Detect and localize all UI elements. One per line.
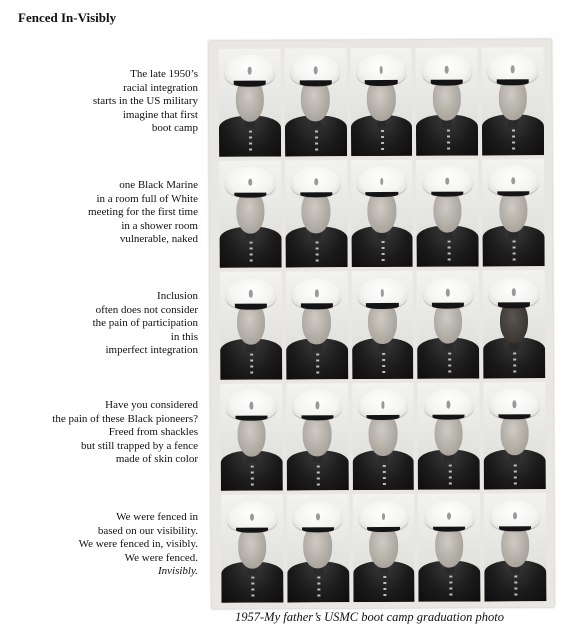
marine-portrait (351, 271, 413, 379)
uniform-buttons (252, 577, 255, 599)
marine-portrait (483, 382, 545, 490)
uniform-buttons (515, 575, 518, 597)
stanza-line: meeting for the first time (88, 206, 198, 219)
uniform-buttons (316, 353, 319, 375)
uniform-buttons (317, 465, 320, 487)
stanza-line: We were fenced in (116, 511, 198, 523)
marine-portrait (350, 48, 412, 156)
stanza-line: one Black Marine (119, 179, 198, 191)
stanza-line: imagine that first (122, 108, 198, 121)
cap-visor (432, 303, 464, 309)
cap-visor (365, 80, 397, 86)
uniform-buttons (317, 576, 320, 598)
stanza-line: but still trapped by a fence (81, 439, 198, 452)
marine-portrait (219, 160, 281, 268)
stanza-line: in this (170, 330, 198, 343)
stanza-line: made of skin color (115, 453, 198, 466)
stanza-2 (0, 179, 198, 247)
marine-portrait (352, 383, 414, 491)
stanza-line: We were fenced. (124, 551, 198, 564)
marine-portrait (220, 383, 282, 491)
marine-portrait (286, 383, 348, 491)
cap-emblem-icon (249, 290, 253, 298)
marine-portrait (418, 382, 480, 490)
page-title: Fenced In-Visibly (18, 10, 117, 25)
marine-portrait (221, 495, 283, 603)
cap-emblem-icon (315, 290, 319, 298)
marine-portrait (483, 270, 545, 378)
uniform-buttons (249, 130, 252, 152)
boot-camp-graduation-photo (209, 39, 555, 609)
uniform-buttons (383, 576, 386, 598)
marine-portrait (286, 271, 348, 379)
marine-portrait (219, 49, 281, 157)
cap-visor (497, 79, 529, 85)
stanza-line: boot camp (151, 122, 198, 135)
uniform-buttons (250, 242, 253, 264)
cap-visor (301, 304, 333, 310)
uniform-buttons (447, 241, 450, 263)
marine-portrait (417, 159, 479, 267)
stanza-3 (0, 290, 198, 358)
stanza-5 (0, 511, 198, 579)
uniform-buttons (382, 353, 385, 375)
cap-emblem-icon (248, 179, 252, 187)
marine-portrait (482, 159, 544, 267)
stanza-line-italic: Invisibly. (157, 565, 198, 578)
cap-emblem-icon (445, 66, 449, 74)
uniform-buttons (381, 130, 384, 152)
marine-portrait (484, 494, 546, 602)
uniform-buttons (315, 130, 318, 152)
stanza-line: racial integration (123, 81, 198, 94)
cap-visor (499, 526, 531, 532)
marine-portrait (287, 495, 349, 603)
cap-visor (366, 303, 398, 309)
stanza-line: in a room full of White (96, 192, 198, 205)
cap-emblem-icon (250, 513, 254, 521)
uniform-buttons (251, 465, 254, 487)
cap-emblem-icon (314, 178, 318, 186)
uniform-buttons (316, 242, 319, 264)
marine-portrait (284, 48, 346, 156)
marine-portrait (285, 160, 347, 268)
marine-portrait (416, 47, 478, 155)
stanza-line: Have you considered (105, 399, 198, 411)
stanza-line: imperfect integration (105, 344, 198, 357)
marine-portrait (417, 271, 479, 379)
cap-visor (235, 304, 267, 310)
marine-portrait (352, 494, 414, 602)
stanza-line: Freed from shackles (108, 426, 198, 439)
stanza-line: often does not consider (95, 303, 198, 316)
uniform-buttons (513, 241, 516, 263)
marine-portrait (220, 272, 282, 380)
uniform-buttons (514, 352, 517, 374)
photo-caption: 1957-My father’s USMC boot camp graduation photo (235, 610, 504, 624)
stanza-line: the pain of participation (92, 317, 198, 330)
marine-portrait (482, 47, 544, 155)
uniform-buttons (250, 354, 253, 376)
uniform-buttons (381, 241, 384, 263)
stanza-line: in a shower room (121, 219, 198, 232)
cap-emblem-icon (513, 512, 517, 520)
uniform-buttons (448, 464, 451, 486)
stanza-line: Inclusion (157, 290, 198, 302)
stanza-4 (0, 399, 198, 467)
cap-visor (234, 81, 266, 87)
uniform-buttons (383, 465, 386, 487)
uniform-buttons (448, 353, 451, 375)
uniform-buttons (514, 464, 517, 486)
cap-emblem-icon (316, 513, 320, 521)
stanza-line: vulnerable, naked (119, 233, 198, 246)
cap-visor (299, 81, 331, 87)
cap-emblem-icon (315, 401, 319, 409)
cap-emblem-icon (381, 401, 385, 409)
cap-emblem-icon (511, 66, 515, 74)
cap-visor (431, 80, 463, 86)
stanza-line: the pain of these Black pioneers? (52, 412, 198, 425)
cap-visor (433, 526, 465, 532)
cap-visor (498, 303, 530, 309)
stanza-line: based on our visibility. (97, 524, 198, 537)
cap-emblem-icon (447, 401, 451, 409)
cap-visor (432, 191, 464, 197)
uniform-buttons (449, 576, 452, 598)
uniform-buttons (447, 129, 450, 151)
cap-emblem-icon (249, 402, 253, 410)
marine-portrait (418, 494, 480, 602)
stanza-line: We were fenced in, visibly. (78, 538, 198, 551)
cap-emblem-icon (313, 67, 317, 75)
cap-emblem-icon (248, 67, 252, 75)
stanza-line: The late 1950’s (130, 68, 198, 80)
uniform-buttons (512, 129, 515, 151)
cap-emblem-icon (513, 400, 517, 408)
stanza-line: starts in the US military (92, 95, 198, 108)
stanza-1 (0, 68, 198, 136)
marine-portrait (351, 159, 413, 267)
cap-emblem-icon (512, 289, 516, 297)
portrait-grid (219, 47, 547, 603)
